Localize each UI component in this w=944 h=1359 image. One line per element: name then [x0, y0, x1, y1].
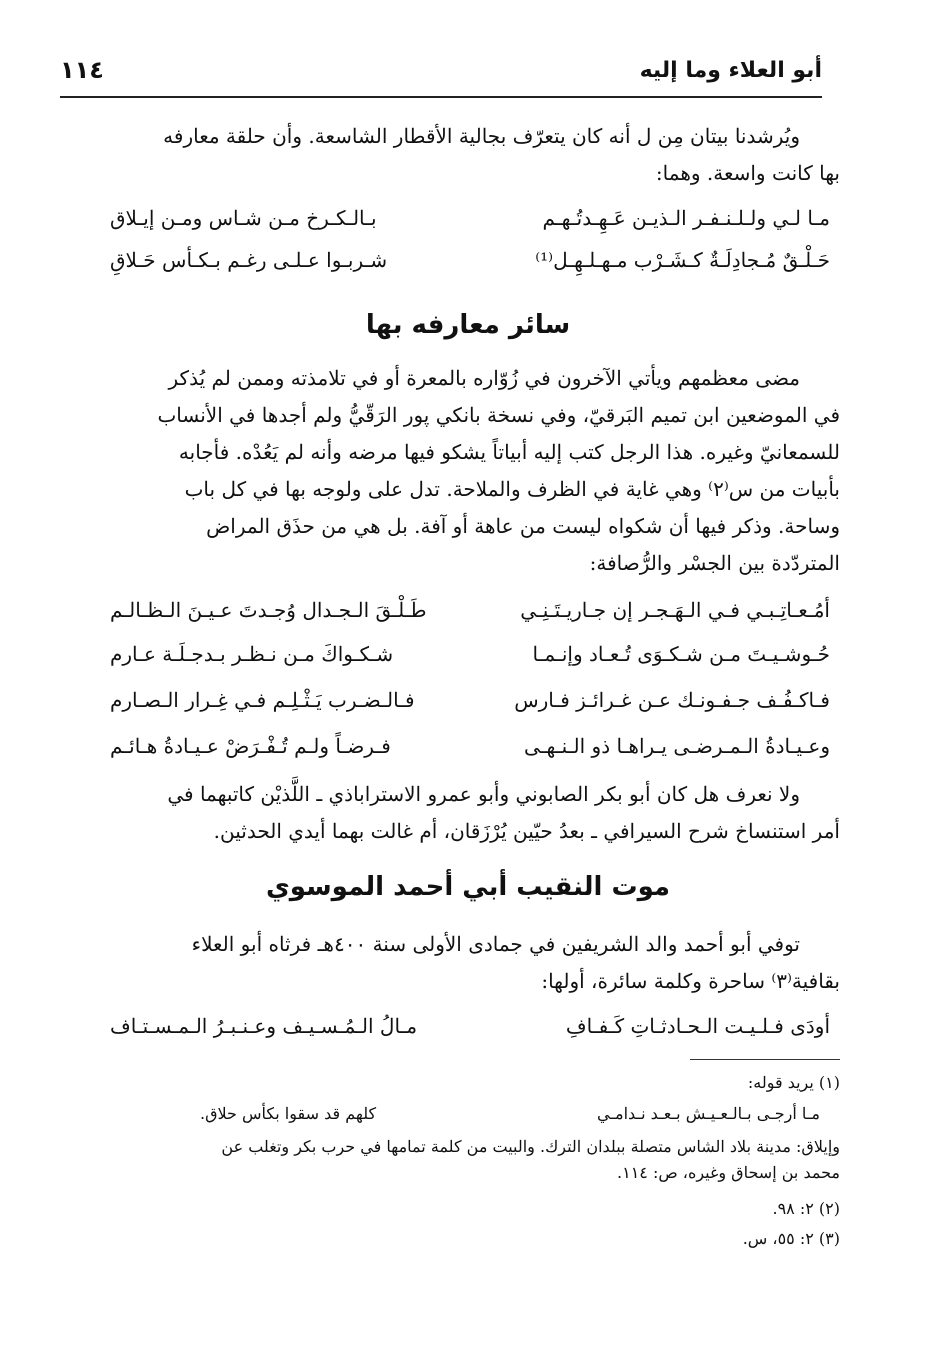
- footnote-text: (٢) ٢: ٩٨.: [772, 1199, 840, 1218]
- text-line: توفي أبو أحمد والد الشريفين في جمادى الأولى سنة ٤٠٠هـ فرثاه أبو العلاء: [191, 932, 800, 956]
- footnote-verse-left: كلهم قد سقوا بكأس حلاق.: [200, 1104, 377, 1123]
- footnote-3: [96, 1226, 840, 1252]
- text-line: بقافية⁽٣⁾ ساحرة وكلمة سائرة، أولها:: [541, 969, 840, 993]
- header-rule: [60, 96, 822, 98]
- section-paragraph: [96, 360, 840, 582]
- running-title: أبو العلاء وما إليه: [639, 58, 822, 83]
- verse-right-hemistich: فـاكـفُـف جـفـونـك عـن غـرائـز فـارس: [514, 688, 830, 712]
- section-heading: موت النقيب أبي أحمد الموسوي: [265, 872, 671, 902]
- footnote-text: (٣) ٢: ٥٥، س.: [742, 1229, 840, 1248]
- verse-line: [110, 642, 830, 682]
- verse-line: [110, 734, 830, 774]
- text-line: ويُرشدنا بيتان مِن ل أنه كان يتعرّف بجالية الأقطار الشاسعة. وأن حلقة معارفه: [163, 124, 800, 148]
- footnote-text: محمد بن إسحاق وغيره، ص: ١١٤.: [617, 1163, 840, 1182]
- verse-left-hemistich: بـالـكـرخ مـن شـاس ومـن إيـلاق: [110, 206, 377, 230]
- after-verses-paragraph: [96, 776, 840, 850]
- intro-paragraph: [96, 118, 840, 192]
- verse-right-hemistich: وعـيـادةُ الـمـرضـى يـراهـا ذو الـنـهـى: [524, 734, 830, 758]
- verse-right-hemistich: مـا لـي ولـلـنـفـر الـذيـن عَـهِـدتُـهـم: [542, 206, 830, 230]
- verse-line: [110, 206, 830, 246]
- verse-right-hemistich: أمُـعـاتِـبـي فـي الـهَـجـر إن جـاريـتَـنِـي: [520, 598, 830, 622]
- footnote-2: [96, 1196, 840, 1222]
- verse-left-hemistich: شـربـوا عـلـى رغـم بـكـأس حَـلاقِ: [110, 248, 388, 272]
- verse-right-hemistich: حُـوشـيـتَ مـن شـكـوَى تُـعـاد وإنـمـا: [532, 642, 830, 666]
- section-heading: سائر معارفه بها: [365, 310, 571, 340]
- text-line: بها كانت واسعة. وهما:: [655, 161, 840, 185]
- verse-line: [110, 688, 830, 728]
- verse-left-hemistich: فـرضـاً ولـم تُـفْـرَضْ عـيـادةُ هـائـم: [110, 734, 391, 758]
- text-line: أمر استنساخ شرح السيرافي ـ بعدُ حيّين يُرْزَقان، أم غالت بهما أيدي الحدثين.: [213, 819, 840, 843]
- text-line: مضى معظمهم ويأتي الآخرون في زُوّاره بالمعرة أو في تلامذته وممن لم يُذكر: [168, 366, 800, 390]
- footnote-verse: [200, 1104, 820, 1132]
- verse-left-hemistich: مـالُ الـمُـسـيـف وعـنـبـرُ الـمـسـتـاف: [110, 1014, 418, 1038]
- page-number: ١١٤: [60, 56, 104, 84]
- footnote-text: (١) يريد قوله:: [747, 1073, 840, 1092]
- verse-left-hemistich: طَـلْـقَ الـجـدال وُجـدتَ عـيـنَ الـظـالـم: [110, 598, 427, 622]
- verse-left-hemistich: فـالـضـرب يَـثْـلِـم فـي غِـرار الـصـارم: [110, 688, 415, 712]
- verse-line: [110, 248, 830, 288]
- verse-left-hemistich: شـكـواكَ مـن نـظـر بـدجـلَـة عـارم: [110, 642, 394, 666]
- verse-right-hemistich: حَـلْـقٌ مُـجادِلَـةٌ كـشَـرْب مـهـلـهِـل⁽¹⁾: [535, 248, 830, 272]
- verse-right-hemistich: أودَى فـلـيـت الـحـادثـاتِ كَـفـافِ: [565, 1014, 830, 1038]
- section-paragraph: [96, 926, 840, 1000]
- verse-line: [110, 598, 830, 638]
- running-header: [60, 52, 822, 98]
- text-line: وساحة. وذكر فيها أن شكواه ليست من عاهة أو آفة. بل هي من حذَق المراض: [206, 514, 840, 538]
- text-line: المتردّدة بين الجسْر والرُّصافة:: [589, 551, 840, 575]
- text-line: للسمعانيّ وغيره. هذا الرجل كتب إليه أبياتاً يشكو فيها مرضه وأنه لم يَعُدْه. فأجابه: [178, 440, 840, 464]
- text-line: بأبيات من س⁽٢⁾ وهي غاية في الظرف والملاحة. تدل على ولوجه بها في كل باب: [184, 477, 840, 501]
- footnote-1-body: [96, 1134, 840, 1186]
- footnote-verse-right: مـا أرجـى بـالـعـيـش بـعـد نـدامـي: [597, 1104, 820, 1123]
- verse-line: [110, 1014, 830, 1054]
- footnote-rule: [690, 1059, 840, 1060]
- text-line: في الموضعين ابن تميم البَرقيّ، وفي نسخة بانكي پور الرَقّيُّ ولم أجدها في الأنساب: [157, 403, 840, 427]
- text-line: ولا نعرف هل كان أبو بكر الصابوني وأبو عمرو الاستراباذي ـ اللَّذيْن كاتبهما في: [167, 782, 800, 806]
- footnote-text: وإيلاق: مدينة بلاد الشاس متصلة ببلدان الترك. والبيت من كلمة تمامها في حرب بكر وتغلب عن: [221, 1137, 840, 1156]
- footnote-1-label: [96, 1070, 840, 1096]
